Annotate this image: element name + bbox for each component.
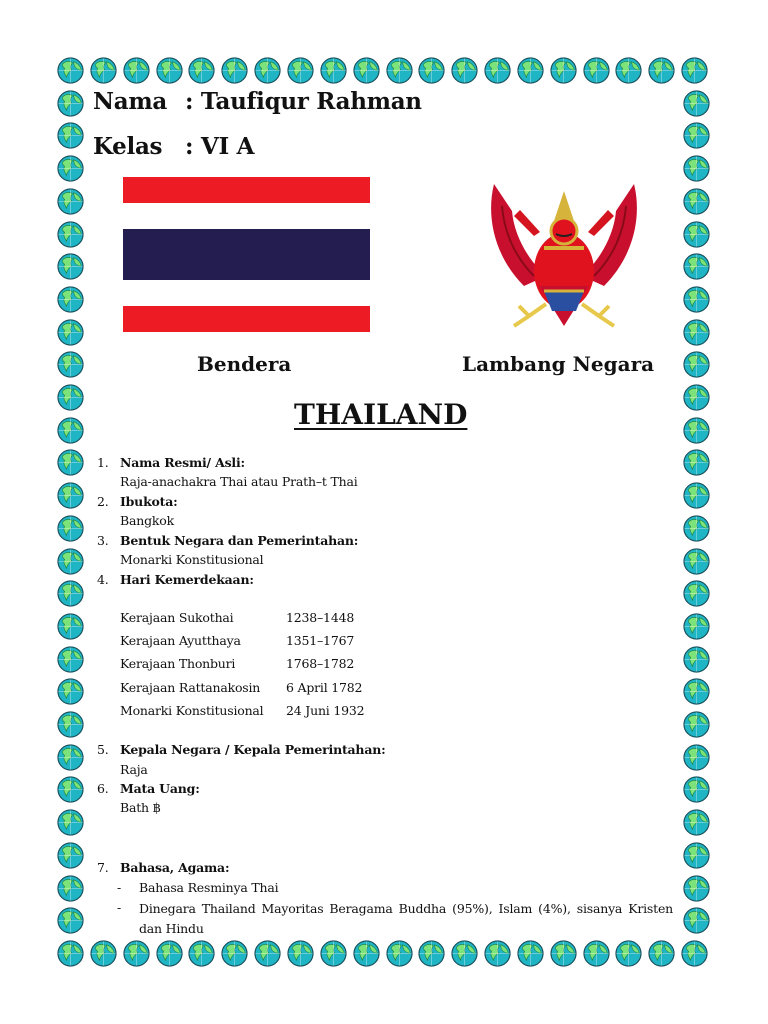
- table-cell-era: Kerajaan Thonburi: [120, 656, 236, 671]
- globe-icon: [517, 940, 544, 967]
- globe-icon: [418, 940, 445, 967]
- globe-icon: [683, 90, 710, 117]
- emblem-caption: Lambang Negara: [462, 352, 655, 376]
- globe-icon: [57, 155, 84, 182]
- globe-icon: [57, 188, 84, 215]
- globe-icon: [90, 57, 117, 84]
- flag-red-stripe-top: [123, 177, 370, 203]
- globe-icon: [681, 57, 708, 84]
- globe-icon: [254, 940, 281, 967]
- globe-icon: [683, 548, 710, 575]
- flag-blue-stripe: [123, 229, 370, 280]
- globe-icon: [287, 940, 314, 967]
- globe-icon: [57, 57, 84, 84]
- item-number: 3.: [97, 533, 109, 548]
- globe-icon: [386, 940, 413, 967]
- globe-icon: [57, 613, 84, 640]
- item-value-bentuk-negara: Monarki Konstitusional: [120, 552, 264, 567]
- item-number: 4.: [97, 572, 109, 587]
- globe-icon: [57, 842, 84, 869]
- table-cell-era: Kerajaan Sukothai: [120, 610, 234, 625]
- garuda-emblem-icon: [484, 176, 644, 336]
- globe-icon: [320, 940, 347, 967]
- globe-icon: [57, 384, 84, 411]
- bullet-text-agama: Dinegara Thailand Mayoritas Beragama Buddha (95%), Islam (4%), sisanya Kristen dan Hindu: [139, 901, 673, 936]
- bullet-dash: -: [117, 880, 122, 895]
- globe-icon: [221, 57, 248, 84]
- item-label-bahasa-agama: Bahasa, Agama:: [120, 860, 230, 875]
- kelas-label: Kelas: [93, 133, 163, 160]
- table-cell-date: 6 April 1782: [286, 680, 363, 695]
- globe-icon: [484, 940, 511, 967]
- globe-icon: [683, 319, 710, 346]
- globe-icon: [451, 57, 478, 84]
- flag-caption: Bendera: [197, 352, 292, 376]
- globe-icon: [683, 907, 710, 934]
- globe-icon: [683, 253, 710, 280]
- globe-icon: [57, 646, 84, 673]
- globe-icon: [188, 940, 215, 967]
- globe-icon: [683, 613, 710, 640]
- globe-icon: [57, 580, 84, 607]
- item-value-ibukota: Bangkok: [120, 513, 174, 528]
- globe-icon: [57, 875, 84, 902]
- globe-icon: [451, 940, 478, 967]
- globe-icon: [57, 482, 84, 509]
- globe-icon: [90, 940, 117, 967]
- globe-icon: [57, 548, 84, 575]
- globe-icon: [353, 940, 380, 967]
- globe-icon: [683, 842, 710, 869]
- page-title: THAILAND: [294, 398, 468, 431]
- globe-icon: [57, 515, 84, 542]
- globe-icon: [683, 678, 710, 705]
- nama-label: Nama: [93, 88, 167, 115]
- globe-icon: [254, 57, 281, 84]
- globe-icon: [287, 57, 314, 84]
- globe-icon: [683, 776, 710, 803]
- item-number: 6.: [97, 781, 109, 796]
- item-value-kepala-negara: Raja: [120, 762, 148, 777]
- globe-icon: [683, 188, 710, 215]
- globe-icon: [57, 253, 84, 280]
- globe-icon: [683, 221, 710, 248]
- item-number: 2.: [97, 494, 109, 509]
- item-value-mata-uang: Bath ฿: [120, 800, 161, 815]
- globe-icon: [517, 57, 544, 84]
- globe-icon: [57, 319, 84, 346]
- globe-icon: [583, 940, 610, 967]
- globe-icon: [681, 940, 708, 967]
- globe-icon: [484, 57, 511, 84]
- bullet-dash: -: [117, 900, 122, 915]
- globe-icon: [57, 351, 84, 378]
- globe-icon: [683, 515, 710, 542]
- item-value-nama-resmi: Raja-anachakra Thai atau Prath–t Thai: [120, 474, 358, 489]
- globe-icon: [683, 482, 710, 509]
- item-label-bentuk-negara: Bentuk Negara dan Pemerintahan:: [120, 533, 359, 548]
- globe-icon: [683, 646, 710, 673]
- globe-icon: [57, 776, 84, 803]
- kelas-value: : VI A: [185, 133, 255, 160]
- globe-icon: [683, 875, 710, 902]
- item-number: 5.: [97, 742, 109, 757]
- globe-icon: [683, 384, 710, 411]
- globe-icon: [57, 940, 84, 967]
- globe-icon: [683, 744, 710, 771]
- table-cell-era: Kerajaan Rattanakosin: [120, 680, 261, 695]
- globe-icon: [123, 57, 150, 84]
- globe-icon: [550, 57, 577, 84]
- item-label-ibukota: Ibukota:: [120, 494, 178, 509]
- globe-icon: [386, 57, 413, 84]
- nama-value: : Taufiqur Rahman: [185, 88, 422, 115]
- globe-icon: [156, 940, 183, 967]
- globe-icon: [550, 940, 577, 967]
- globe-icon: [683, 809, 710, 836]
- item-label-mata-uang: Mata Uang:: [120, 781, 200, 796]
- globe-icon: [57, 711, 84, 738]
- globe-icon: [683, 417, 710, 444]
- item-label-hari-kemerdekaan: Hari Kemerdekaan:: [120, 572, 254, 587]
- globe-icon: [57, 221, 84, 248]
- globe-icon: [57, 90, 84, 117]
- globe-icon: [57, 449, 84, 476]
- globe-icon: [683, 711, 710, 738]
- table-cell-era: Monarki Konstitusional: [120, 703, 264, 718]
- table-cell-date: 24 Juni 1932: [286, 703, 365, 718]
- globe-icon: [615, 940, 642, 967]
- globe-icon: [683, 155, 710, 182]
- globe-icon: [648, 57, 675, 84]
- globe-icon: [221, 940, 248, 967]
- item-number: 7.: [97, 860, 109, 875]
- globe-icon: [57, 122, 84, 149]
- globe-icon: [683, 351, 710, 378]
- globe-icon: [57, 286, 84, 313]
- table-cell-date: 1351–1767: [286, 633, 355, 648]
- globe-icon: [683, 122, 710, 149]
- table-cell-date: 1238–1448: [286, 610, 355, 625]
- globe-icon: [188, 57, 215, 84]
- globe-icon: [57, 678, 84, 705]
- globe-icon: [57, 744, 84, 771]
- globe-icon: [57, 417, 84, 444]
- globe-icon: [683, 580, 710, 607]
- globe-icon: [353, 57, 380, 84]
- flag-red-stripe-bottom: [123, 306, 370, 332]
- globe-icon: [418, 57, 445, 84]
- globe-icon: [156, 57, 183, 84]
- globe-icon: [583, 57, 610, 84]
- table-cell-date: 1768–1782: [286, 656, 355, 671]
- item-label-nama-resmi: Nama Resmi/ Asli:: [120, 455, 245, 470]
- globe-icon: [320, 57, 347, 84]
- table-cell-era: Kerajaan Ayutthaya: [120, 633, 241, 648]
- globe-icon: [615, 57, 642, 84]
- globe-icon: [57, 907, 84, 934]
- globe-icon: [648, 940, 675, 967]
- globe-icon: [123, 940, 150, 967]
- bullet-text-bahasa: Bahasa Resminya Thai: [139, 880, 279, 895]
- globe-icon: [57, 809, 84, 836]
- item-number: 1.: [97, 455, 109, 470]
- item-label-kepala-negara: Kepala Negara / Kepala Pemerintahan:: [120, 742, 386, 757]
- globe-icon: [683, 286, 710, 313]
- globe-icon: [683, 449, 710, 476]
